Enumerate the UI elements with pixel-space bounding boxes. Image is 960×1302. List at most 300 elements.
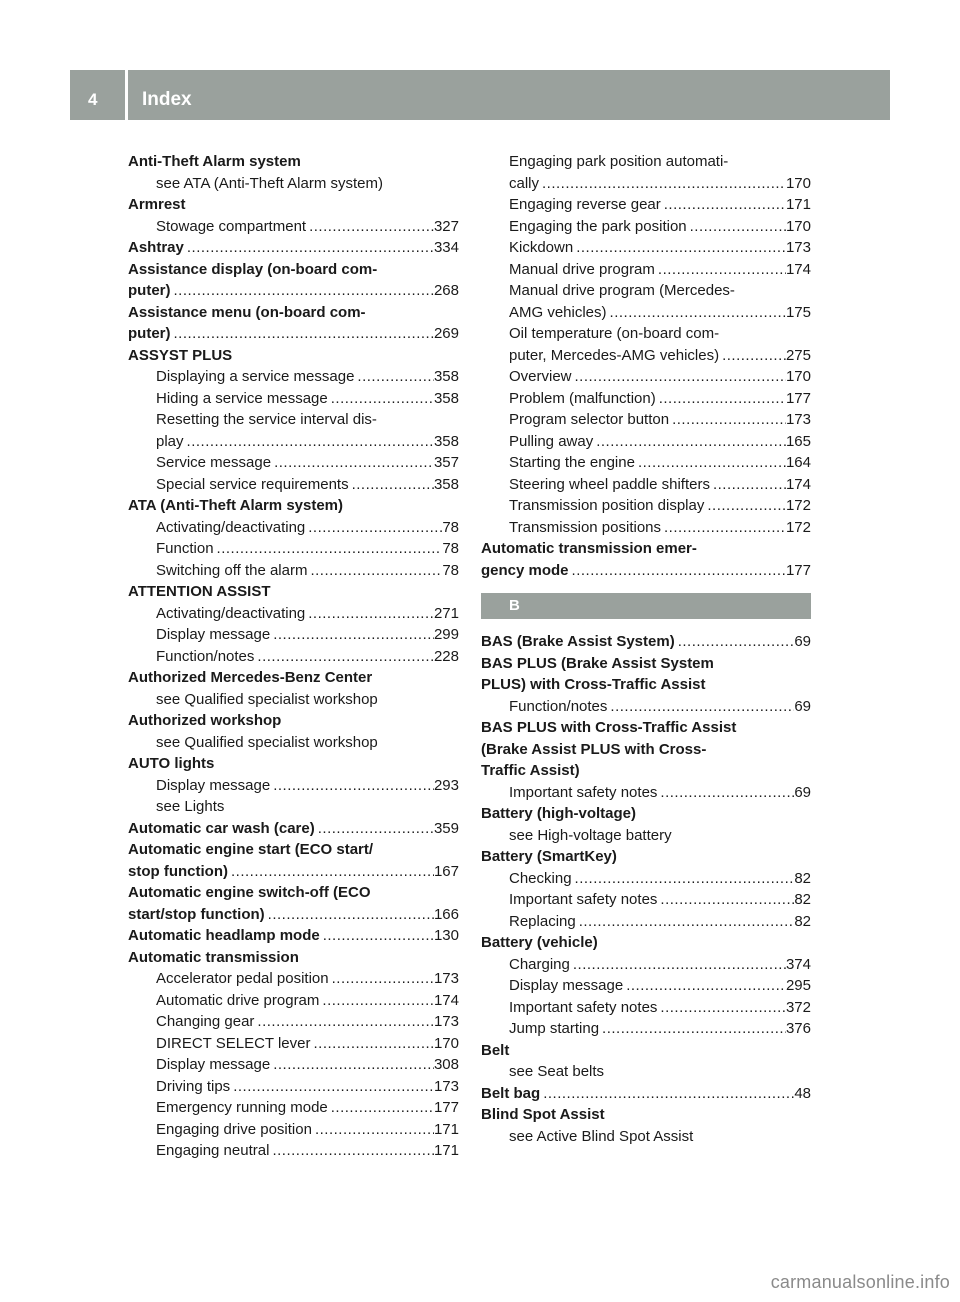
page-reference[interactable]: 69 bbox=[794, 697, 811, 715]
entry-text: Belt bbox=[481, 1041, 510, 1059]
page-reference[interactable]: 69 bbox=[794, 783, 811, 801]
entry-text: Automatic transmission emer- bbox=[481, 540, 697, 557]
page-reference[interactable]: 358 bbox=[433, 475, 459, 493]
index-entry bbox=[128, 839, 459, 861]
entry-text: Service message bbox=[156, 454, 272, 471]
index-subentry bbox=[128, 517, 459, 539]
entry-text: Driving tips bbox=[156, 1077, 231, 1095]
page-reference[interactable]: 171 bbox=[433, 1142, 459, 1159]
entry-text: Function/notes bbox=[156, 647, 255, 665]
index-entry bbox=[128, 710, 459, 732]
page-reference[interactable]: 166 bbox=[433, 905, 459, 923]
page-reference[interactable]: 48 bbox=[794, 1084, 811, 1102]
entry-text: Display message bbox=[156, 776, 271, 794]
index-entry bbox=[481, 846, 811, 868]
entry-text: Problem (malfunction) bbox=[509, 389, 656, 407]
leader-dots bbox=[254, 646, 434, 668]
index-entry bbox=[128, 302, 459, 324]
page-reference[interactable]: 174 bbox=[785, 475, 811, 493]
leader-dots bbox=[271, 452, 434, 474]
leader-dots bbox=[687, 216, 786, 238]
entry-text: Program selector button bbox=[509, 411, 670, 428]
index-entry bbox=[128, 495, 459, 517]
index-subentry bbox=[128, 388, 459, 410]
page-reference[interactable]: 374 bbox=[785, 955, 811, 973]
leader-dots bbox=[655, 259, 786, 281]
page-number: 4 bbox=[88, 90, 98, 109]
page-reference[interactable]: 358 bbox=[433, 368, 459, 385]
entry-text: Kickdown bbox=[509, 239, 574, 256]
index-subentry bbox=[481, 366, 811, 388]
page-reference[interactable]: 173 bbox=[433, 1013, 459, 1030]
entry-text: puter) bbox=[128, 282, 171, 299]
index-subentry bbox=[128, 732, 459, 754]
leader-dots bbox=[265, 904, 434, 926]
index-column-left bbox=[128, 151, 459, 1162]
leader-dots bbox=[704, 495, 786, 517]
entry-text: see ATA (Anti-Theft Alarm system) bbox=[156, 174, 384, 192]
page-reference[interactable]: 78 bbox=[442, 518, 459, 536]
leader-dots bbox=[270, 775, 434, 797]
entry-text: Activating/deactivating bbox=[156, 604, 306, 622]
entry-text: Ashtray bbox=[128, 239, 184, 256]
leader-dots bbox=[607, 302, 786, 324]
index-subentry bbox=[481, 782, 811, 804]
index-subentry bbox=[128, 1054, 459, 1076]
index-subentry bbox=[128, 216, 459, 238]
index-entry bbox=[128, 237, 459, 259]
entry-text: (Brake Assist PLUS with Cross- bbox=[481, 740, 707, 758]
leader-dots bbox=[184, 237, 434, 259]
entry-text: BAS PLUS with Cross-Traffic Assist bbox=[481, 719, 737, 736]
entry-text: see Lights bbox=[156, 798, 225, 815]
entry-text: see Qualified specialist workshop bbox=[156, 690, 378, 708]
page-reference[interactable]: 173 bbox=[433, 970, 459, 987]
leader-dots bbox=[657, 997, 786, 1019]
index-subentry bbox=[481, 889, 811, 911]
leader-dots bbox=[214, 538, 443, 560]
page-reference[interactable]: 175 bbox=[785, 303, 811, 321]
entry-text: Automatic engine start (ECO start/ bbox=[128, 841, 374, 858]
entry-text: Engaging neutral bbox=[156, 1142, 270, 1159]
page-reference[interactable]: 358 bbox=[433, 432, 459, 450]
entry-text: Important safety notes bbox=[509, 891, 658, 908]
entry-text: Transmission position display bbox=[509, 497, 705, 514]
index-subentry bbox=[128, 1011, 459, 1033]
index-entry bbox=[481, 932, 811, 954]
leader-dots bbox=[607, 696, 794, 718]
entry-text: Authorized Mercedes-Benz Center bbox=[128, 669, 373, 686]
index-subentry bbox=[481, 302, 811, 324]
leader-dots bbox=[657, 889, 794, 911]
index-subentry bbox=[481, 452, 811, 474]
page-reference[interactable]: 171 bbox=[433, 1120, 459, 1138]
index-subentry bbox=[128, 452, 459, 474]
leader-dots bbox=[329, 968, 434, 990]
index-entry bbox=[128, 581, 459, 603]
page-reference[interactable]: 271 bbox=[433, 604, 459, 622]
index-subentry bbox=[128, 624, 459, 646]
entry-text: Battery (high-voltage) bbox=[481, 805, 637, 822]
leader-dots bbox=[312, 1119, 434, 1141]
entry-text: Battery (SmartKey) bbox=[481, 848, 617, 865]
index-subentry bbox=[128, 538, 459, 560]
leader-dots bbox=[570, 954, 786, 976]
index-entry bbox=[481, 803, 811, 825]
entry-text: AMG vehicles) bbox=[509, 303, 607, 321]
page-reference[interactable]: 293 bbox=[433, 776, 459, 794]
index-entry bbox=[128, 947, 459, 969]
index-subentry bbox=[128, 1076, 459, 1098]
entry-text: Overview bbox=[509, 368, 572, 385]
leader-dots bbox=[675, 631, 795, 653]
leader-dots bbox=[593, 431, 786, 453]
entry-text: Display message bbox=[509, 977, 624, 994]
index-entry bbox=[128, 151, 459, 173]
index-entry bbox=[128, 753, 459, 775]
index-subentry bbox=[128, 409, 459, 431]
index-entry bbox=[128, 882, 459, 904]
leader-dots bbox=[228, 861, 434, 883]
index-subentry bbox=[481, 1126, 811, 1148]
page-reference[interactable]: 372 bbox=[785, 998, 811, 1016]
leader-dots bbox=[306, 216, 434, 238]
entry-text: Activating/deactivating bbox=[156, 518, 306, 536]
entry-text: ATA (Anti-Theft Alarm system) bbox=[128, 497, 344, 514]
leader-dots bbox=[669, 409, 786, 431]
leader-dots bbox=[719, 345, 786, 367]
entry-text: Engaging drive position bbox=[156, 1120, 312, 1138]
leader-dots bbox=[328, 388, 434, 410]
index-subentry bbox=[128, 990, 459, 1012]
entry-text: Transmission positions bbox=[509, 518, 661, 536]
page-reference[interactable]: 334 bbox=[433, 239, 459, 256]
page-reference[interactable]: 167 bbox=[433, 862, 459, 880]
leader-dots bbox=[539, 173, 786, 195]
index-subentry bbox=[128, 1140, 459, 1162]
leader-dots bbox=[254, 1011, 434, 1033]
index-subentry bbox=[481, 409, 811, 431]
index-list-a-continued bbox=[481, 151, 811, 581]
index-subentry bbox=[481, 431, 811, 453]
index-subentry bbox=[481, 259, 811, 281]
entry-text: Battery (vehicle) bbox=[481, 934, 598, 951]
page-reference[interactable]: 174 bbox=[433, 991, 459, 1009]
entry-text: Important safety notes bbox=[509, 998, 658, 1016]
entry-text: Assistance display (on-board com- bbox=[128, 260, 378, 278]
index-subentry bbox=[481, 825, 811, 847]
index-subentry bbox=[128, 1033, 459, 1055]
index-subentry bbox=[128, 689, 459, 711]
entry-text: Resetting the service interval dis- bbox=[156, 411, 377, 428]
entry-text: Special service requirements bbox=[156, 475, 349, 493]
index-entry bbox=[128, 280, 459, 302]
header-divider bbox=[125, 70, 128, 120]
leader-dots bbox=[661, 194, 786, 216]
index-subentry bbox=[481, 151, 811, 173]
page-reference[interactable]: 170 bbox=[785, 174, 811, 192]
entry-text: start/stop function) bbox=[128, 905, 265, 923]
page-reference[interactable]: 130 bbox=[433, 927, 459, 944]
index-subentry bbox=[128, 796, 459, 818]
index-entry bbox=[128, 861, 459, 883]
entry-text: Automatic transmission bbox=[128, 948, 299, 966]
leader-dots bbox=[319, 990, 434, 1012]
entry-text: Emergency running mode bbox=[156, 1099, 328, 1116]
entry-text: puter) bbox=[128, 325, 171, 342]
index-subentry bbox=[481, 911, 811, 933]
leader-dots bbox=[661, 517, 786, 539]
page-reference[interactable]: 268 bbox=[433, 282, 459, 299]
leader-dots bbox=[315, 818, 434, 840]
page-reference[interactable]: 359 bbox=[433, 819, 459, 837]
entry-text: DIRECT SELECT lever bbox=[156, 1034, 311, 1052]
entry-text: Checking bbox=[509, 869, 572, 887]
index-subentry bbox=[481, 954, 811, 976]
page-reference[interactable]: 170 bbox=[433, 1034, 459, 1052]
entry-text: Changing gear bbox=[156, 1013, 255, 1030]
page-reference[interactable]: 177 bbox=[785, 389, 811, 407]
page-reference[interactable]: 376 bbox=[785, 1020, 811, 1037]
index-entry bbox=[128, 194, 459, 216]
index-subentry bbox=[128, 1119, 459, 1141]
index-subentry bbox=[128, 173, 459, 195]
index-entry bbox=[481, 674, 811, 696]
index-subentry bbox=[481, 495, 811, 517]
index-subentry bbox=[481, 1061, 811, 1083]
index-entry bbox=[481, 739, 811, 761]
page-reference[interactable]: 78 bbox=[442, 561, 459, 579]
page-reference[interactable]: 174 bbox=[785, 260, 811, 278]
index-entry bbox=[481, 653, 811, 675]
page-reference[interactable]: 173 bbox=[785, 411, 811, 428]
entry-text: puter, Mercedes-AMG vehicles) bbox=[509, 346, 720, 364]
page-reference[interactable]: 78 bbox=[442, 540, 459, 557]
entry-text: see Active Blind Spot Assist bbox=[509, 1127, 694, 1145]
page-title: Index bbox=[142, 89, 192, 110]
watermark: carmanualsonline.info bbox=[770, 1272, 950, 1292]
leader-dots bbox=[270, 1054, 434, 1076]
entry-text: Automatic engine switch-off (ECO bbox=[128, 884, 371, 901]
index-entry bbox=[481, 538, 811, 560]
page-reference[interactable]: 165 bbox=[785, 432, 811, 450]
page-reference[interactable]: 177 bbox=[785, 561, 811, 579]
leader-dots bbox=[572, 366, 786, 388]
index-subentry bbox=[128, 646, 459, 668]
entry-text: Pulling away bbox=[509, 432, 594, 450]
index-subentry bbox=[128, 474, 459, 496]
entry-text: ASSYST PLUS bbox=[128, 346, 233, 364]
leader-dots bbox=[657, 782, 794, 804]
entry-text: Automatic car wash (care) bbox=[128, 819, 315, 837]
index-entry bbox=[128, 667, 459, 689]
index-entry bbox=[481, 1040, 811, 1062]
entry-text: Switching off the alarm bbox=[156, 561, 308, 579]
page-reference[interactable]: 82 bbox=[794, 891, 811, 908]
page-reference[interactable]: 172 bbox=[785, 518, 811, 536]
entry-text: Oil temperature (on-board com- bbox=[509, 325, 720, 342]
index-subentry bbox=[481, 975, 811, 997]
index-entry bbox=[128, 904, 459, 926]
entry-text: play bbox=[156, 432, 184, 450]
entry-text: Belt bag bbox=[481, 1084, 541, 1102]
index-subentry bbox=[481, 237, 811, 259]
entry-text: Function bbox=[156, 540, 214, 557]
index-column-right bbox=[481, 151, 811, 1147]
index-subentry bbox=[481, 280, 811, 302]
leader-dots bbox=[599, 1018, 786, 1040]
leader-dots bbox=[269, 1140, 434, 1162]
entry-text: Engaging park position automati- bbox=[509, 153, 729, 170]
entry-text: Engaging reverse gear bbox=[509, 196, 661, 213]
leader-dots bbox=[656, 388, 786, 410]
entry-text: Jump starting bbox=[509, 1020, 600, 1037]
leader-dots bbox=[184, 431, 434, 453]
index-subentry bbox=[481, 173, 811, 195]
leader-dots bbox=[311, 1033, 434, 1055]
leader-dots bbox=[171, 323, 434, 345]
leader-dots bbox=[230, 1076, 434, 1098]
entry-text: Display message bbox=[156, 626, 271, 643]
index-entry bbox=[481, 760, 811, 782]
index-entry bbox=[481, 1083, 811, 1105]
index-subentry bbox=[481, 194, 811, 216]
page-reference[interactable]: 170 bbox=[785, 368, 811, 385]
entry-text: Display message bbox=[156, 1056, 271, 1073]
index-subentry bbox=[128, 366, 459, 388]
index-entry bbox=[128, 345, 459, 367]
entry-text: see Seat belts bbox=[509, 1063, 605, 1080]
index-entry bbox=[128, 818, 459, 840]
leader-dots bbox=[540, 1083, 794, 1105]
index-entry bbox=[481, 1104, 811, 1126]
entry-text: Manual drive program bbox=[509, 260, 655, 278]
entry-text: ATTENTION ASSIST bbox=[128, 583, 271, 600]
entry-text: BAS (Brake Assist System) bbox=[481, 633, 675, 650]
entry-text: Engaging the park position bbox=[509, 217, 687, 235]
entry-text: Armrest bbox=[128, 196, 186, 213]
page-reference[interactable]: 69 bbox=[794, 633, 811, 650]
index-subentry bbox=[481, 696, 811, 718]
page-reference[interactable]: 170 bbox=[785, 217, 811, 235]
entry-text: PLUS) with Cross-Traffic Assist bbox=[481, 676, 706, 693]
index-subentry bbox=[481, 388, 811, 410]
page-reference[interactable]: 228 bbox=[433, 647, 459, 665]
leader-dots bbox=[328, 1097, 434, 1119]
section-letter: B bbox=[509, 597, 520, 614]
entry-text: Anti-Theft Alarm system bbox=[128, 153, 301, 170]
index-entry bbox=[481, 560, 811, 582]
entry-text: Hiding a service message bbox=[156, 389, 328, 407]
leader-dots bbox=[305, 603, 434, 625]
index-subentry bbox=[128, 775, 459, 797]
leader-dots bbox=[354, 366, 434, 388]
index-subentry bbox=[128, 603, 459, 625]
entry-text: gency mode bbox=[481, 561, 569, 579]
entry-text: see Qualified specialist workshop bbox=[156, 733, 378, 751]
page-reference[interactable]: 358 bbox=[433, 389, 459, 407]
page-reference[interactable]: 171 bbox=[785, 196, 811, 213]
index-subentry bbox=[481, 474, 811, 496]
page-reference[interactable]: 327 bbox=[433, 217, 459, 235]
index-subentry bbox=[481, 517, 811, 539]
index-subentry bbox=[481, 216, 811, 238]
entry-text: Function/notes bbox=[509, 697, 608, 715]
leader-dots bbox=[573, 237, 786, 259]
leader-dots bbox=[320, 925, 434, 947]
page-reference[interactable]: 269 bbox=[433, 325, 459, 342]
page-reference[interactable]: 164 bbox=[785, 454, 811, 471]
index-entry bbox=[128, 323, 459, 345]
index-entry bbox=[481, 717, 811, 739]
index-subentry bbox=[481, 345, 811, 367]
entry-text: Traffic Assist) bbox=[481, 762, 580, 779]
page-reference[interactable]: 82 bbox=[794, 869, 811, 887]
entry-text: Starting the engine bbox=[509, 454, 635, 471]
index-list-b bbox=[481, 631, 811, 1147]
index-subentry bbox=[128, 431, 459, 453]
page-reference[interactable]: 357 bbox=[433, 454, 459, 471]
entry-text: cally bbox=[509, 174, 540, 192]
page-header bbox=[70, 70, 890, 120]
leader-dots bbox=[623, 975, 786, 997]
index-subentry bbox=[481, 868, 811, 890]
leader-dots bbox=[572, 868, 795, 890]
leader-dots bbox=[307, 560, 442, 582]
entry-text: Blind Spot Assist bbox=[481, 1106, 605, 1123]
entry-text: Steering wheel paddle shifters bbox=[509, 475, 710, 493]
index-entry bbox=[128, 259, 459, 281]
leader-dots bbox=[349, 474, 434, 496]
entry-text: Authorized workshop bbox=[128, 712, 282, 729]
index-subentry bbox=[128, 1097, 459, 1119]
index-subentry bbox=[481, 323, 811, 345]
entry-text: Accelerator pedal position bbox=[156, 970, 329, 987]
leader-dots bbox=[635, 452, 786, 474]
page-reference[interactable]: 275 bbox=[785, 346, 811, 364]
entry-text: Replacing bbox=[509, 912, 576, 930]
entry-text: Automatic drive program bbox=[156, 991, 320, 1009]
leader-dots bbox=[171, 280, 434, 302]
entry-text: Manual drive program (Mercedes- bbox=[509, 282, 735, 299]
entry-text: Displaying a service message bbox=[156, 368, 355, 385]
page-reference[interactable]: 299 bbox=[433, 626, 459, 643]
index-subentry bbox=[128, 560, 459, 582]
leader-dots bbox=[576, 911, 795, 933]
leader-dots bbox=[305, 517, 442, 539]
entry-text: Stowage compartment bbox=[156, 217, 307, 235]
entry-text: see High-voltage battery bbox=[509, 826, 672, 844]
page-reference[interactable]: 177 bbox=[433, 1099, 459, 1116]
leader-dots bbox=[270, 624, 434, 646]
entry-text: BAS PLUS (Brake Assist System bbox=[481, 654, 714, 672]
page-reference[interactable]: 173 bbox=[433, 1077, 459, 1095]
index-subentry bbox=[128, 968, 459, 990]
entry-text: Charging bbox=[509, 955, 570, 973]
entry-text: AUTO lights bbox=[128, 755, 215, 772]
section-header-b bbox=[481, 593, 811, 619]
page-reference[interactable]: 173 bbox=[785, 239, 811, 256]
page-reference[interactable]: 82 bbox=[794, 912, 811, 930]
index-subentry bbox=[481, 1018, 811, 1040]
page-reference[interactable]: 308 bbox=[433, 1056, 459, 1073]
page-reference[interactable]: 172 bbox=[785, 497, 811, 514]
leader-dots bbox=[569, 560, 786, 582]
page-reference[interactable]: 295 bbox=[785, 977, 811, 994]
entry-text: Assistance menu (on-board com- bbox=[128, 303, 366, 321]
entry-text: stop function) bbox=[128, 862, 228, 880]
leader-dots bbox=[710, 474, 786, 496]
